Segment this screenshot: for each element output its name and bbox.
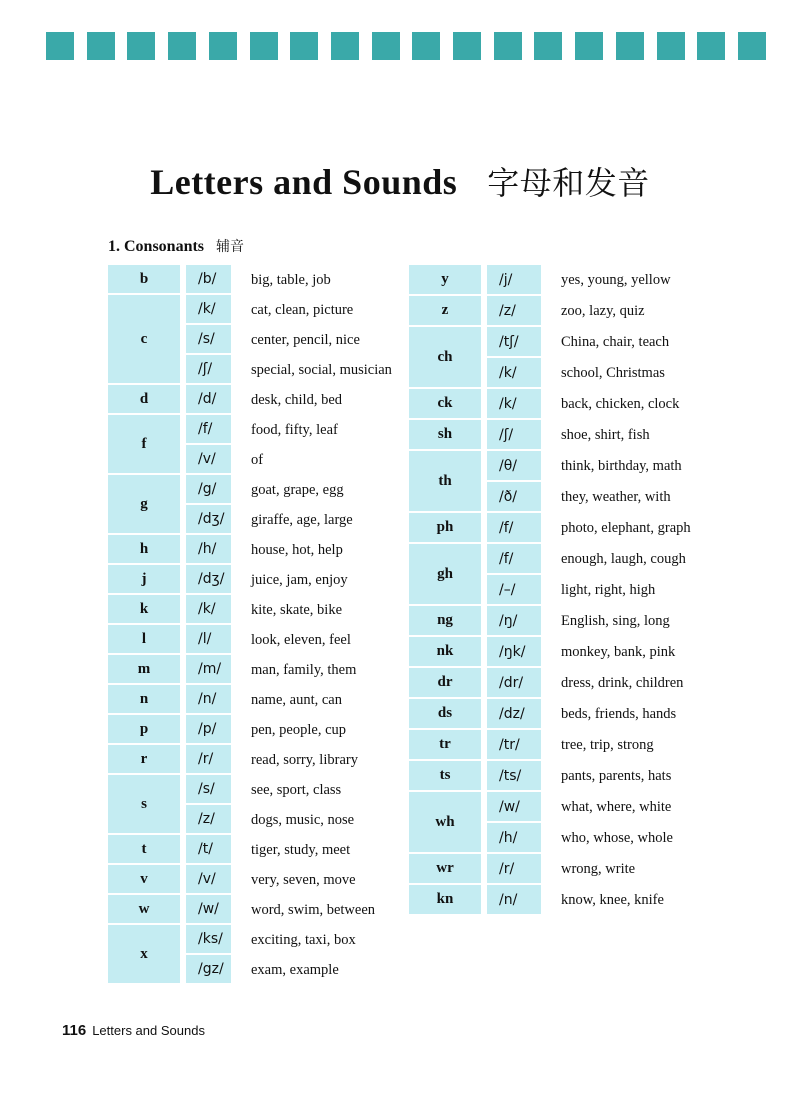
phonetic-cell: /f/ bbox=[487, 544, 541, 575]
letter-row bbox=[108, 625, 351, 655]
phonetic-cell: /ts/ bbox=[487, 761, 541, 792]
letter-row bbox=[409, 730, 654, 761]
example-words: kite, skate, bike bbox=[251, 601, 343, 618]
letter-row bbox=[409, 296, 645, 327]
letter-row bbox=[108, 565, 348, 595]
page-footer bbox=[62, 1022, 205, 1039]
example-words: shoe, shirt, fish bbox=[561, 427, 650, 443]
letter-cell: ts bbox=[409, 761, 481, 792]
header-block bbox=[87, 32, 115, 60]
example-words: yes, young, yellow bbox=[561, 272, 671, 288]
letter-row bbox=[108, 655, 356, 685]
letter-row bbox=[409, 854, 635, 885]
phonetic-cell: /l/ bbox=[186, 625, 231, 655]
header-block bbox=[209, 32, 237, 60]
phonetic-cell: /h/ bbox=[186, 535, 231, 565]
phonetic-cell: /tʃ/ bbox=[487, 327, 541, 358]
letter-row bbox=[409, 265, 671, 296]
phonetic-cell: /θ/ bbox=[487, 451, 541, 482]
example-words: desk, child, bed bbox=[251, 391, 343, 408]
letter-cell: dr bbox=[409, 668, 481, 699]
letter-row bbox=[409, 389, 679, 420]
example-words: enough, laugh, cough bbox=[561, 551, 686, 567]
example-words: read, sorry, library bbox=[251, 751, 358, 768]
letter-row bbox=[409, 761, 671, 792]
header-block bbox=[738, 32, 766, 60]
phonetic-cell: /z/ bbox=[487, 296, 541, 327]
example-words: exciting, taxi, box bbox=[251, 931, 356, 948]
phonetic-cell: /h/ bbox=[487, 823, 541, 854]
example-words: know, knee, knife bbox=[561, 892, 664, 908]
phonetic-cell: /d/ bbox=[186, 385, 231, 415]
header-block bbox=[657, 32, 685, 60]
phonetic-cell: /dr/ bbox=[487, 668, 541, 699]
phonetic-cell: /n/ bbox=[487, 885, 541, 916]
letter-cell: ck bbox=[409, 389, 481, 420]
example-words: name, aunt, can bbox=[251, 691, 342, 708]
header-block bbox=[494, 32, 522, 60]
example-words: big, table, job bbox=[251, 271, 331, 288]
footer-text: Letters and Sounds bbox=[92, 1023, 205, 1038]
letter-cell: v bbox=[108, 865, 180, 895]
example-words: pants, parents, hats bbox=[561, 768, 672, 784]
letter-cell: ds bbox=[409, 699, 481, 730]
letter-cell: ng bbox=[409, 606, 481, 637]
header-block bbox=[616, 32, 644, 60]
letter-cell: wh bbox=[409, 792, 481, 854]
phonetic-cell: /j/ bbox=[487, 265, 541, 296]
phonetic-cell: /w/ bbox=[186, 895, 231, 925]
letter-row bbox=[409, 668, 683, 699]
example-words: goat, grape, egg bbox=[251, 481, 344, 498]
example-words: house, hot, help bbox=[251, 541, 343, 558]
header-block bbox=[46, 32, 74, 60]
letter-cell: gh bbox=[409, 544, 481, 606]
example-words: China, chair, teach bbox=[561, 334, 670, 350]
letter-cell: g bbox=[108, 475, 180, 535]
example-words: cat, clean, picture bbox=[251, 301, 354, 318]
phonetic-cell: /w/ bbox=[487, 792, 541, 823]
letter-row bbox=[108, 715, 346, 745]
header-block bbox=[412, 32, 440, 60]
header-block bbox=[127, 32, 155, 60]
phonetic-cell: /p/ bbox=[186, 715, 231, 745]
phonetic-cell: /ŋk/ bbox=[487, 637, 541, 668]
letter-cell: h bbox=[108, 535, 180, 565]
letter-row bbox=[409, 513, 691, 544]
example-words: English, sing, long bbox=[561, 613, 670, 629]
example-words: special, social, musician bbox=[251, 361, 392, 378]
letter-row bbox=[409, 544, 686, 606]
letter-cell: j bbox=[108, 565, 180, 595]
letter-row bbox=[409, 420, 650, 451]
phonetic-cell: /dz/ bbox=[487, 699, 541, 730]
header-block bbox=[453, 32, 481, 60]
letter-cell: wr bbox=[409, 854, 481, 885]
letter-cell: f bbox=[108, 415, 180, 475]
example-words: zoo, lazy, quiz bbox=[561, 303, 645, 319]
letter-cell: c bbox=[108, 295, 180, 385]
phonetic-cell: /dʒ/ bbox=[186, 565, 231, 595]
letter-cell: t bbox=[108, 835, 180, 865]
letter-row bbox=[108, 775, 354, 835]
letter-row bbox=[108, 385, 342, 415]
example-words: pen, people, cup bbox=[251, 721, 347, 738]
page-number: 116 bbox=[62, 1022, 87, 1039]
example-words: back, chicken, clock bbox=[561, 396, 680, 412]
page-title-zh: 字母和发音 bbox=[487, 164, 650, 202]
letter-row bbox=[409, 327, 669, 389]
letter-cell: d bbox=[108, 385, 180, 415]
phonetic-cell: /gz/ bbox=[186, 955, 231, 985]
example-words: dress, drink, children bbox=[561, 675, 684, 691]
example-words: giraffe, age, large bbox=[251, 511, 353, 528]
phonetic-cell: /b/ bbox=[186, 265, 231, 295]
letter-row bbox=[108, 415, 338, 475]
letter-cell: s bbox=[108, 775, 180, 835]
example-words: food, fifty, leaf bbox=[251, 421, 338, 438]
letter-cell: l bbox=[108, 625, 180, 655]
letter-row bbox=[108, 745, 358, 775]
phonetic-cell: /ʃ/ bbox=[186, 355, 231, 385]
section-heading-zh: 辅音 bbox=[216, 239, 245, 255]
phonetic-cell: /n/ bbox=[186, 685, 231, 715]
example-words: dogs, music, nose bbox=[251, 811, 355, 828]
letter-cell: x bbox=[108, 925, 180, 985]
example-words: photo, elephant, graph bbox=[561, 520, 691, 536]
example-words: what, where, white bbox=[561, 799, 672, 815]
example-words: beds, friends, hands bbox=[561, 706, 677, 722]
example-words: light, right, high bbox=[561, 582, 656, 598]
phonetic-cell: /k/ bbox=[487, 389, 541, 420]
phonetic-cell: /r/ bbox=[487, 854, 541, 885]
example-words: exam, example bbox=[251, 961, 339, 978]
letter-row bbox=[108, 895, 375, 925]
example-words: very, seven, move bbox=[251, 871, 356, 888]
letter-row bbox=[409, 606, 670, 637]
letter-row bbox=[409, 792, 673, 854]
letter-row bbox=[108, 685, 342, 715]
letter-cell: n bbox=[108, 685, 180, 715]
letter-row bbox=[108, 925, 356, 985]
phonetic-cell: /m/ bbox=[186, 655, 231, 685]
header-block bbox=[290, 32, 318, 60]
letter-cell: p bbox=[108, 715, 180, 745]
phonetic-cell: /f/ bbox=[186, 415, 231, 445]
letter-cell: k bbox=[108, 595, 180, 625]
example-words: think, birthday, math bbox=[561, 458, 682, 474]
phonetic-cell: /v/ bbox=[186, 445, 231, 475]
phonetic-cell: /ð/ bbox=[487, 482, 541, 513]
phonetic-cell: /ŋ/ bbox=[487, 606, 541, 637]
example-words: man, family, them bbox=[251, 661, 357, 678]
letter-cell: ch bbox=[409, 327, 481, 389]
header-block bbox=[534, 32, 562, 60]
letter-cell: ph bbox=[409, 513, 481, 544]
header-block bbox=[575, 32, 603, 60]
header-block bbox=[168, 32, 196, 60]
phonetic-cell: /k/ bbox=[186, 595, 231, 625]
letter-cell: y bbox=[409, 265, 481, 296]
header-block bbox=[250, 32, 278, 60]
header-block bbox=[331, 32, 359, 60]
header-block bbox=[372, 32, 400, 60]
header-decoration bbox=[46, 32, 766, 60]
header-block bbox=[697, 32, 725, 60]
letter-cell: w bbox=[108, 895, 180, 925]
phonetic-cell: /–/ bbox=[487, 575, 541, 606]
letter-cell: r bbox=[108, 745, 180, 775]
example-words: juice, jam, enjoy bbox=[251, 571, 348, 588]
letter-cell: sh bbox=[409, 420, 481, 451]
letter-cell: th bbox=[409, 451, 481, 513]
phonetic-cell: /t/ bbox=[186, 835, 231, 865]
phonetic-cell: /ʃ/ bbox=[487, 420, 541, 451]
letter-cell: tr bbox=[409, 730, 481, 761]
letter-row bbox=[409, 637, 675, 668]
letter-row bbox=[108, 835, 350, 865]
phonetic-cell: /g/ bbox=[186, 475, 231, 505]
example-words: of bbox=[251, 451, 264, 468]
example-words: tiger, study, meet bbox=[251, 841, 351, 858]
letter-row bbox=[108, 595, 342, 625]
letter-cell: b bbox=[108, 265, 180, 295]
example-words: who, whose, whole bbox=[561, 830, 673, 846]
page-title-en: Letters and Sounds bbox=[150, 162, 458, 202]
phonetic-cell: /z/ bbox=[186, 805, 231, 835]
phonetic-cell: /f/ bbox=[487, 513, 541, 544]
letter-row bbox=[108, 535, 343, 565]
example-words: school, Christmas bbox=[561, 365, 665, 381]
example-words: center, pencil, nice bbox=[251, 331, 360, 348]
phonetic-cell: /ks/ bbox=[186, 925, 231, 955]
phonetic-cell: /k/ bbox=[186, 295, 231, 325]
phonetic-cell: /s/ bbox=[186, 325, 231, 355]
section-heading-en: 1. Consonants bbox=[108, 238, 205, 255]
phonetic-cell: /r/ bbox=[186, 745, 231, 775]
example-words: see, sport, class bbox=[251, 781, 342, 798]
letter-cell: kn bbox=[409, 885, 481, 916]
phonetic-cell: /dʒ/ bbox=[186, 505, 231, 535]
example-words: look, eleven, feel bbox=[251, 631, 351, 648]
letter-row bbox=[108, 865, 356, 895]
letter-row bbox=[409, 451, 682, 513]
letter-cell: m bbox=[108, 655, 180, 685]
letter-cell: z bbox=[409, 296, 481, 327]
phonetic-cell: /s/ bbox=[186, 775, 231, 805]
letter-row bbox=[409, 885, 664, 916]
letter-row bbox=[108, 295, 392, 385]
phonetic-cell: /tr/ bbox=[487, 730, 541, 761]
letter-cell: nk bbox=[409, 637, 481, 668]
page-title bbox=[0, 158, 800, 204]
phonetic-cell: /k/ bbox=[487, 358, 541, 389]
example-words: tree, trip, strong bbox=[561, 737, 654, 753]
example-words: they, weather, with bbox=[561, 489, 671, 505]
phonetic-cell: /v/ bbox=[186, 865, 231, 895]
example-words: word, swim, between bbox=[251, 901, 376, 918]
letter-row bbox=[409, 699, 676, 730]
example-words: wrong, write bbox=[561, 861, 636, 877]
section-heading bbox=[108, 236, 244, 256]
letter-row bbox=[108, 475, 353, 535]
letter-row bbox=[108, 265, 331, 295]
example-words: monkey, bank, pink bbox=[561, 644, 676, 660]
